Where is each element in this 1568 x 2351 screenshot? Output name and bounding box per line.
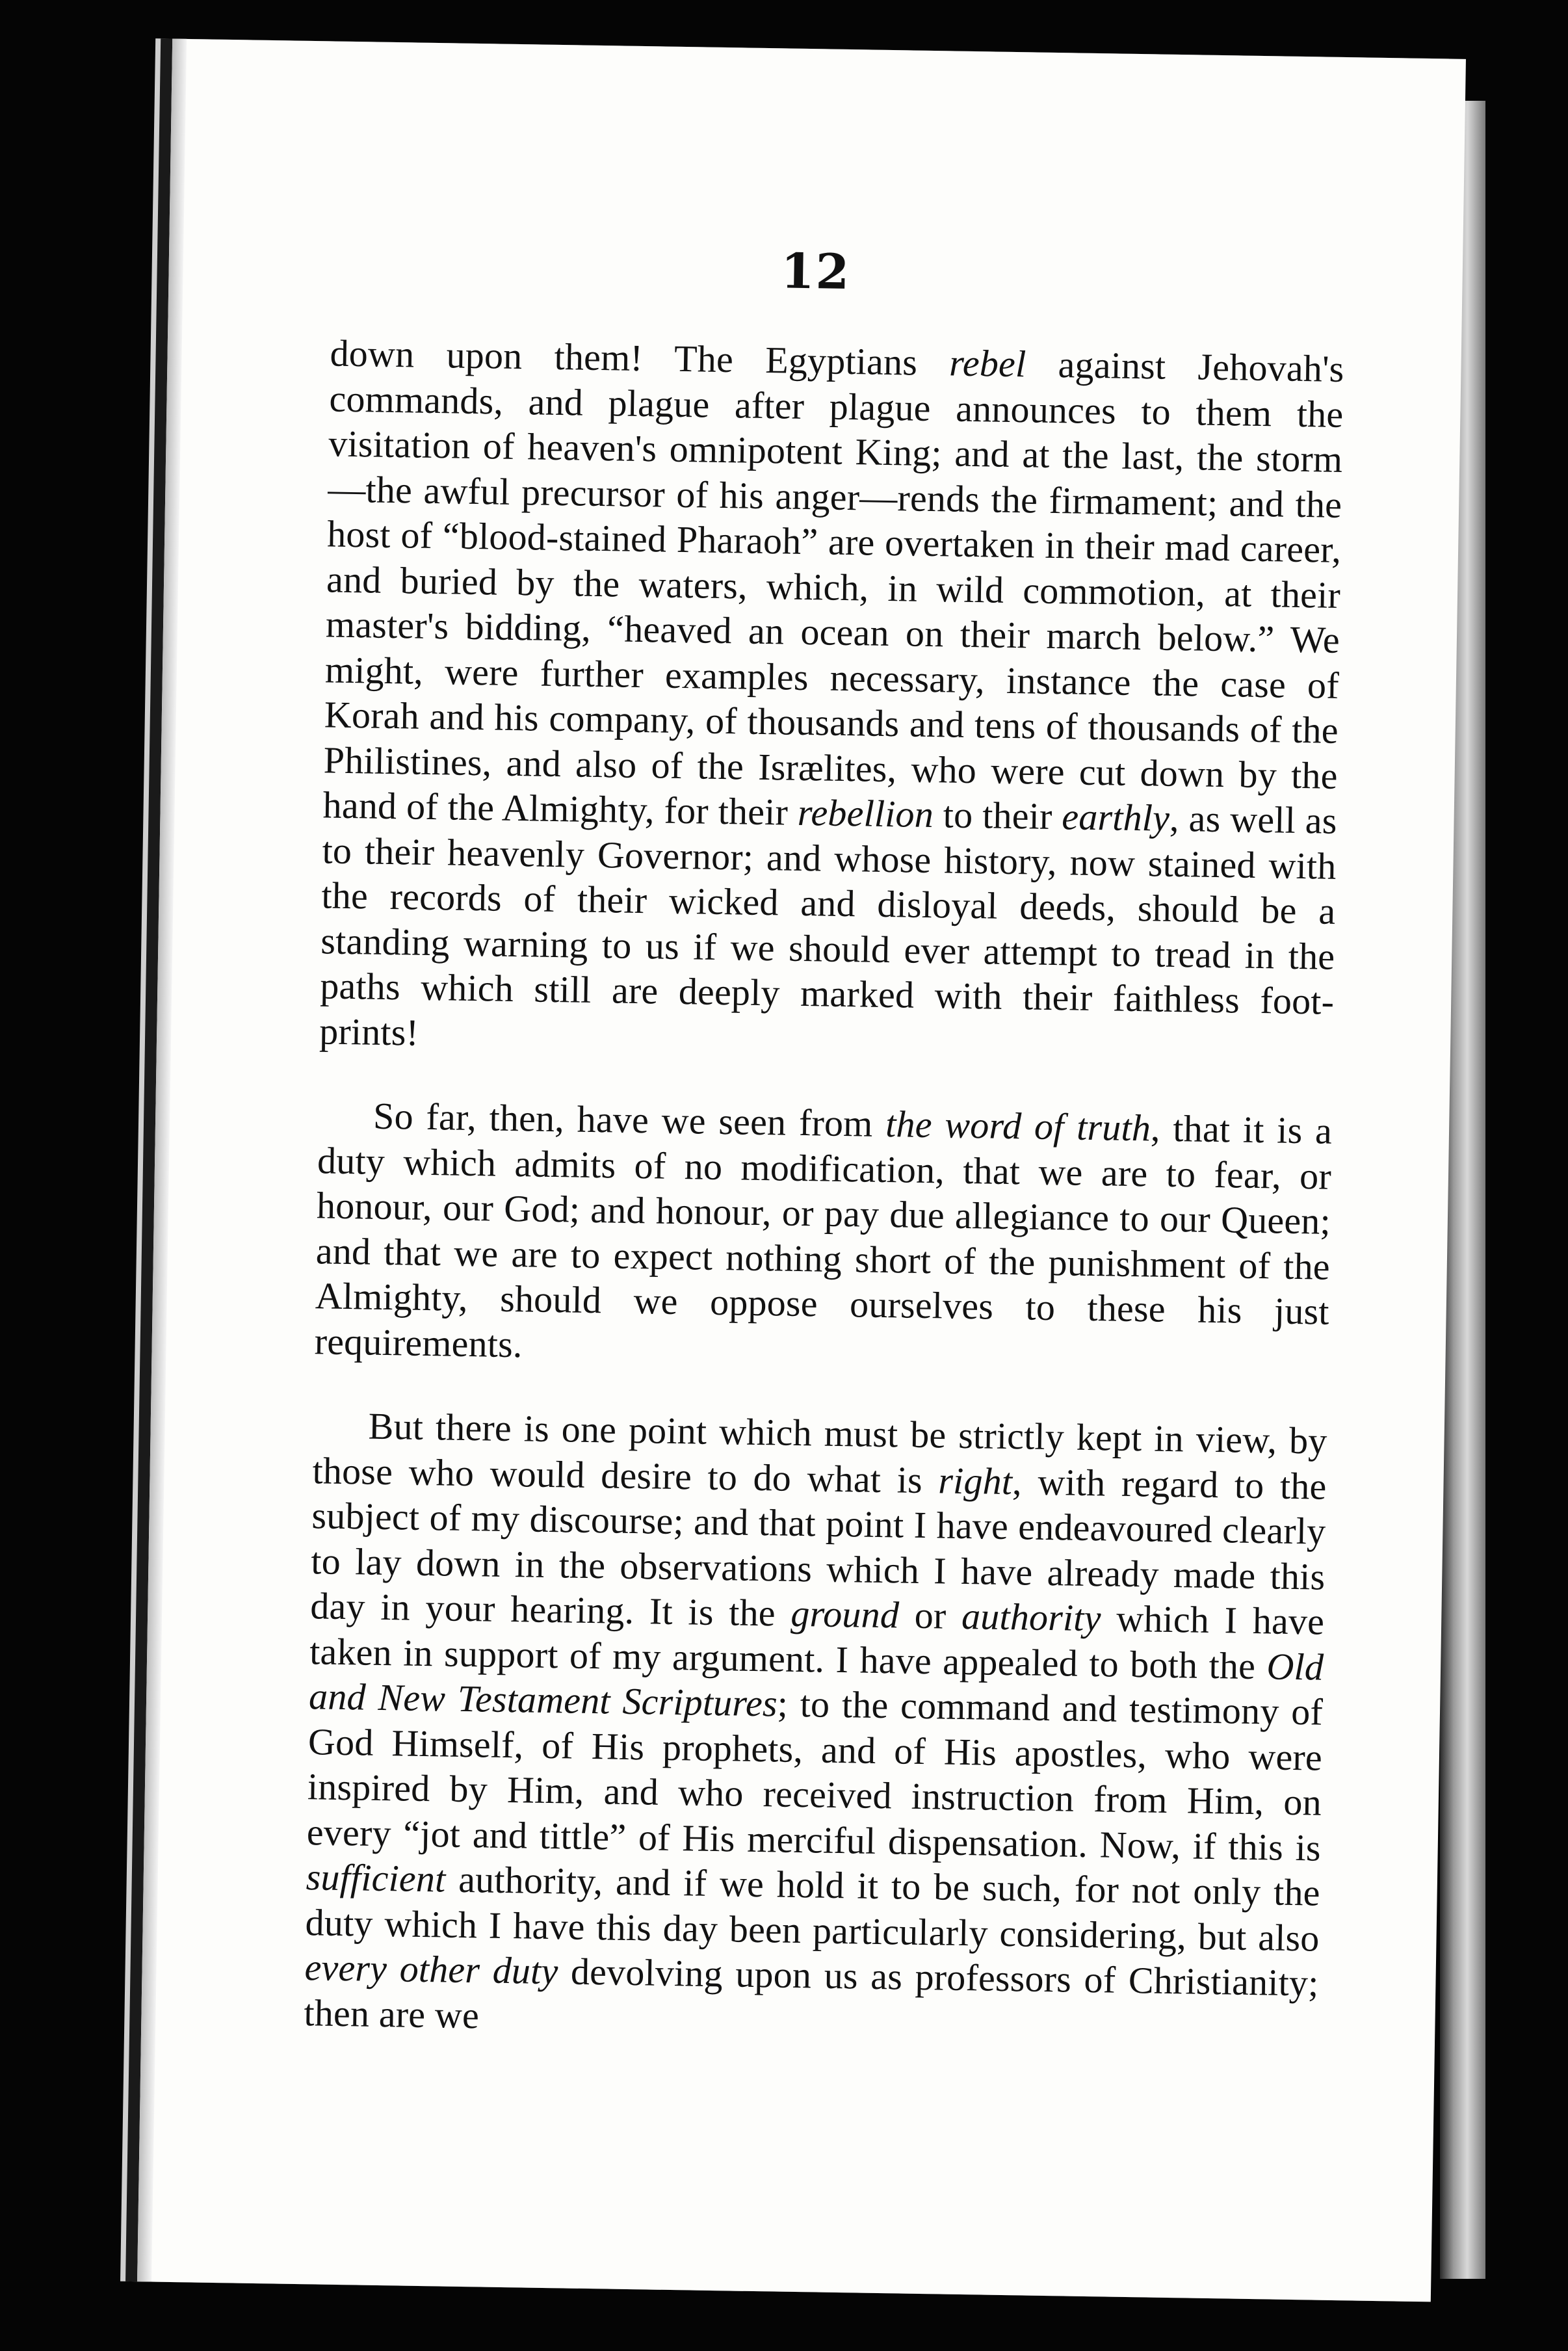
text-run: devolving upon us as professors of Christianity; then are we	[304, 1950, 1319, 2036]
italic-text: earthly	[1061, 795, 1170, 839]
italic-text: every other duty	[304, 1946, 558, 1993]
italic-text: authority	[961, 1594, 1102, 1640]
italic-text: rebellion	[797, 791, 934, 836]
text-run: , with regard to the subject of my discourse; and that point I have endeavoured clearly to lay down in the observations which I have already made this day in your hearing. It is the	[309, 1460, 1327, 1635]
text-run: ; to the command and testimony of God Himself, of His prophets, and of His apostles, who were inspired by Him, and who received instruction from Him, on every “jot and tittle” of His merciful dispensation. Now, if this is	[306, 1682, 1324, 1869]
italic-text: rebel	[948, 341, 1026, 386]
text-run: authority, and if we hold it to be such, for not only the duty which I have this day been particularly considering, but also	[305, 1858, 1321, 1960]
text-run: against Jehovah's commands, and plague after plague announces to them the visitation of heaven's omnipotent King; and at the last, the storm—the awful precursor of his anger—rends the firmament; and the host of “blood-stained Pharaoh” are overtaken in their mad career, and buried by the waters, which, in wild commotion, at their master's bidding, “heaved an ocean on their march below.” We might, were further examples necessary, instance the case of Korah and his company, of thousands and tens of thousands of the Philistines, and also of the Isrælites, who were cut down by the hand of the Almighty, for their	[322, 343, 1344, 834]
paragraph	[304, 1402, 1327, 2051]
text-run: down upon them! The Egyptians	[330, 332, 950, 384]
page-number: 12	[780, 243, 851, 301]
text-run: , that it is a duty which admits of no modification, that we are to fear, or honour, our God; and honour, or pay due allegiance to our Queen; and that we are to expect nothing short of the punishment of the Almighty, should we oppose ourselves to these his just requirements.	[314, 1107, 1333, 1365]
paragraph	[319, 330, 1344, 1069]
text-run: which I have taken in support of my argument. I have appealed to both the	[309, 1597, 1325, 1687]
italic-text: sufficient	[306, 1856, 446, 1900]
text-run: to their	[933, 793, 1062, 838]
italic-text: the word of truth	[885, 1103, 1151, 1149]
paragraph	[314, 1092, 1332, 1379]
italic-text: ground	[790, 1592, 900, 1636]
italic-text: Old and New Testament Scriptures	[308, 1644, 1324, 1725]
text-run: So far, then, have we seen from	[372, 1094, 886, 1146]
text-run: or	[898, 1594, 962, 1637]
book-page	[137, 39, 1466, 2302]
body-text	[304, 330, 1344, 2051]
text-run: , as well as to their heavenly Governor; and whose history, now stained with the records of their wicked and disloyal deeds, should be a standing warning to us if we should ever attempt to tread in the paths which still are deeply marked with their faithless foot-prints!	[319, 796, 1338, 1054]
text-run: But there is one point which must be strictly kept in view, by those who would desire to do what is	[312, 1404, 1328, 1501]
italic-text: right	[937, 1458, 1013, 1503]
